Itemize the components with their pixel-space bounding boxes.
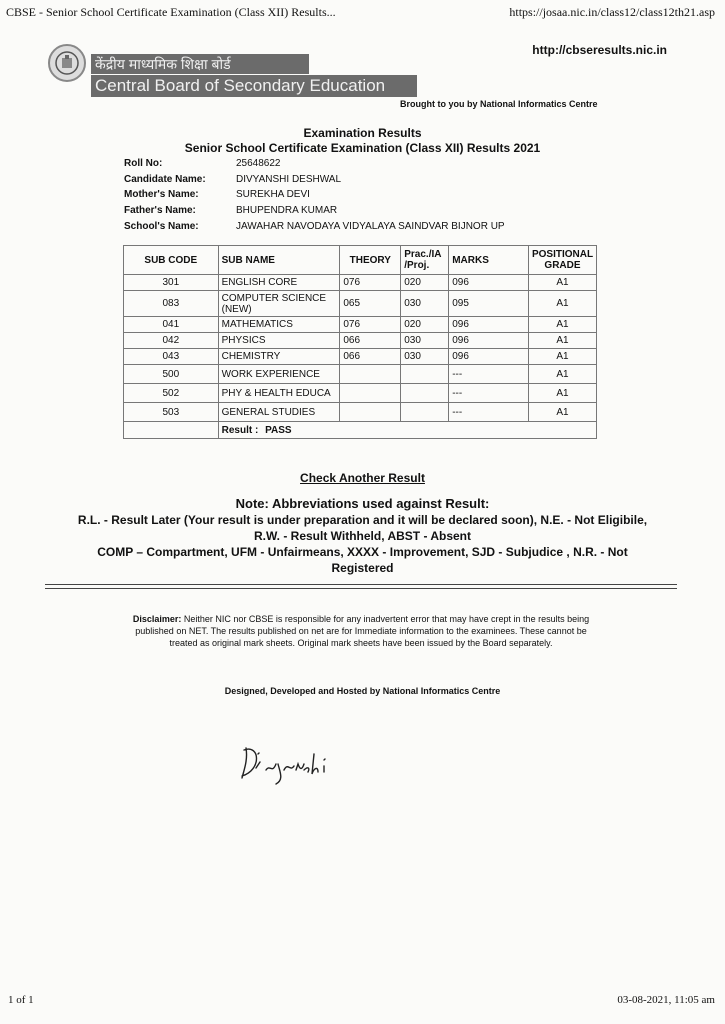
sub-code-cell: 500 [124, 365, 219, 384]
note-line: COMP – Compartment, UFM - Unfairmeans, XXXX - Improvement, SJD - Subjudice , N.R. - Not [97, 545, 628, 559]
table-row [124, 349, 597, 365]
table-header-row [124, 246, 597, 275]
marks-cell: 096 [449, 349, 529, 365]
header-marks: MARKS [449, 246, 529, 275]
marks-cell: --- [449, 384, 529, 403]
header-theory: THEORY [340, 246, 401, 275]
grade-cell: A1 [528, 365, 596, 384]
theory-cell [340, 365, 401, 384]
table-row [124, 333, 597, 349]
disclaimer-text: Neither NIC nor CBSE is responsible for any inadvertent error that may have crept in the results being published on NET. The results published on net are for Immediate information to the examinees. These cannot be treated as original mark sheets. Original mark sheets have been issued by the Board separately. [135, 614, 590, 648]
candidate-name-label: Candidate Name: [124, 174, 206, 185]
board-name-hindi: केंद्रीय माध्यमिक शिक्षा बोर्ड [91, 54, 309, 74]
sub-name-cell: WORK EXPERIENCE [218, 365, 340, 384]
note-title: Note: Abbreviations used against Result: [235, 496, 490, 511]
theory-cell: 066 [340, 333, 401, 349]
grade-cell: A1 [528, 384, 596, 403]
grade-cell: A1 [528, 291, 596, 317]
header-grade: POSITIONAL GRADE [528, 246, 596, 275]
school-name-label: School's Name: [124, 221, 199, 232]
marks-cell: --- [449, 365, 529, 384]
table-row [124, 403, 597, 422]
table-row [124, 291, 597, 317]
practical-cell: 030 [401, 333, 449, 349]
table-row [124, 384, 597, 403]
candidate-name-value: DIVYANSHI DESHWAL [236, 174, 342, 185]
note-line: R.W. - Result Withheld, ABST - Absent [254, 529, 471, 543]
header-sub-code: SUB CODE [124, 246, 219, 275]
disclaimer [122, 613, 600, 649]
marks-table [123, 245, 597, 439]
sub-code-cell: 503 [124, 403, 219, 422]
grade-cell: A1 [528, 317, 596, 333]
board-name-english: Central Board of Secondary Education [91, 75, 417, 97]
grade-cell: A1 [528, 403, 596, 422]
practical-cell [401, 384, 449, 403]
table-row [124, 275, 597, 291]
sub-code-cell: 041 [124, 317, 219, 333]
grade-cell: A1 [528, 275, 596, 291]
sub-code-cell: 042 [124, 333, 219, 349]
exam-title: Examination Results [303, 126, 422, 140]
sub-name-cell: PHYSICS [218, 333, 340, 349]
designed-by-text: Designed, Developed and Hosted by National Informatics Centre [224, 686, 501, 696]
school-name-value: JAWAHAR NAVODAYA VIDYALAYA SAINDVAR BIJNOR UP [236, 221, 505, 232]
result-row [124, 422, 597, 439]
sub-name-cell: GENERAL STUDIES [218, 403, 340, 422]
mother-name-label: Mother's Name: [124, 189, 199, 200]
sub-name-cell: CHEMISTRY [218, 349, 340, 365]
theory-cell: 065 [340, 291, 401, 317]
brought-by-text: Brought to you by National Informatics Centre [400, 99, 598, 109]
check-another-result-link[interactable]: Check Another Result [300, 471, 425, 485]
board-banner [91, 54, 417, 98]
disclaimer-label: Disclaimer: [132, 614, 182, 624]
table-row [124, 365, 597, 384]
header-practical: Prac./IA /Proj. [401, 246, 449, 275]
practical-cell [401, 403, 449, 422]
browser-page-title: CBSE - Senior School Certificate Examination (Class XII) Results... [6, 5, 336, 19]
result-label: Result : [221, 424, 259, 436]
table-row [124, 317, 597, 333]
practical-cell: 020 [401, 275, 449, 291]
divider [45, 588, 677, 589]
sub-name-cell: PHY & HEALTH EDUCA [218, 384, 340, 403]
practical-cell: 020 [401, 317, 449, 333]
result-value: PASS [265, 424, 292, 436]
marks-cell: --- [449, 403, 529, 422]
browser-url: https://josaa.nic.in/class12/class12th21.asp [509, 5, 715, 19]
practical-cell: 030 [401, 291, 449, 317]
sub-name-cell: ENGLISH CORE [218, 275, 340, 291]
sub-code-cell: 502 [124, 384, 219, 403]
roll-no-label: Roll No: [124, 158, 163, 169]
theory-cell [340, 403, 401, 422]
theory-cell: 066 [340, 349, 401, 365]
grade-cell: A1 [528, 333, 596, 349]
note-line: R.L. - Result Later (Your result is under preparation and it will be declared soon), N.E. - Not Eligibile, [77, 513, 648, 527]
theory-cell [340, 384, 401, 403]
site-url-link[interactable]: http://cbseresults.nic.in [532, 43, 667, 57]
father-name-value: BHUPENDRA KUMAR [236, 205, 338, 216]
marks-cell: 096 [449, 333, 529, 349]
page-number: 1 of 1 [8, 994, 34, 1006]
roll-no-value: 25648622 [236, 158, 281, 169]
exam-subtitle: Senior School Certificate Examination (Class XII) Results 2021 [184, 141, 541, 155]
print-datetime: 03-08-2021, 11:05 am [617, 994, 715, 1006]
result-cell [218, 422, 596, 439]
grade-cell: A1 [528, 349, 596, 365]
note-body [40, 512, 685, 576]
signature [238, 740, 338, 785]
practical-cell: 030 [401, 349, 449, 365]
note-line: Registered [331, 561, 394, 575]
sub-code-cell: 301 [124, 275, 219, 291]
cbse-logo-icon [48, 44, 86, 82]
marks-cell: 095 [449, 291, 529, 317]
father-name-label: Father's Name: [124, 205, 196, 216]
sub-name-cell: MATHEMATICS [218, 317, 340, 333]
sub-name-cell: COMPUTER SCIENCE (NEW) [218, 291, 340, 317]
theory-cell: 076 [340, 317, 401, 333]
mother-name-value: SUREKHA DEVI [236, 189, 310, 200]
divider [45, 584, 677, 585]
sub-code-cell: 083 [124, 291, 219, 317]
marks-cell: 096 [449, 317, 529, 333]
marks-cell: 096 [449, 275, 529, 291]
practical-cell [401, 365, 449, 384]
header-sub-name: SUB NAME [218, 246, 340, 275]
theory-cell: 076 [340, 275, 401, 291]
sub-code-cell: 043 [124, 349, 219, 365]
